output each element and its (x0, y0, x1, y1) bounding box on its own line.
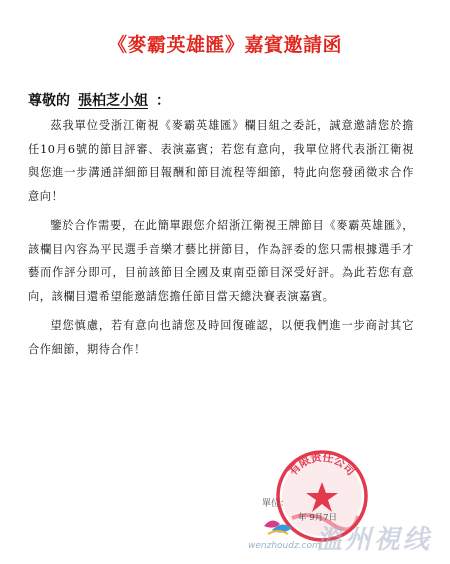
watermark-brand: 溫州視线 (316, 525, 433, 555)
letter-title: 《麥霸英雄匯》嘉賓邀請函 (107, 34, 342, 56)
paragraph-3: 望您慎慮，若有意向也請您及時回復確認，以便我們進一步商討其它合作細節，期待合作！ (28, 319, 414, 356)
signature-date: 年 9月7日 (298, 513, 338, 523)
greeting (28, 90, 170, 110)
recipient-name: 張柏芝小姐 (78, 93, 148, 109)
seal-text: 有限责任公司 (286, 450, 358, 478)
paragraph-1: 茲我單位受浙江衛視《麥霸英雄匯》欄目組之委託，誠意邀請您於擔任10月6號的節目評審、表演嘉賓；若您有意向，我單位將代表浙江衛視與您進一步溝通詳細節目報酬和節目流程等細節，特此向您發函徵求合作意向！ (28, 119, 414, 203)
watermark-url: wenzhoudz.com (248, 541, 321, 551)
letter-body (28, 114, 414, 367)
watermark-logo-icon (262, 516, 294, 536)
signature-unit: 單位： (262, 499, 290, 509)
paragraph-2: 鑒於合作需要，在此簡單跟您介紹浙江衛視王牌節目《麥霸英雄匯》，該欄目內容為平民選手音樂才藝比拼節目，作為評委的您只需根據選手才藝而作評分即可，目前該節目全國及東南亞節目深受好評。為此若您有意向，該欄目還希望能邀請您擔任節目當天總決賽表演嘉賓。 (28, 219, 414, 303)
greeting-prefix: 尊敬的 (28, 93, 70, 109)
greeting-suffix: ： (156, 93, 170, 109)
